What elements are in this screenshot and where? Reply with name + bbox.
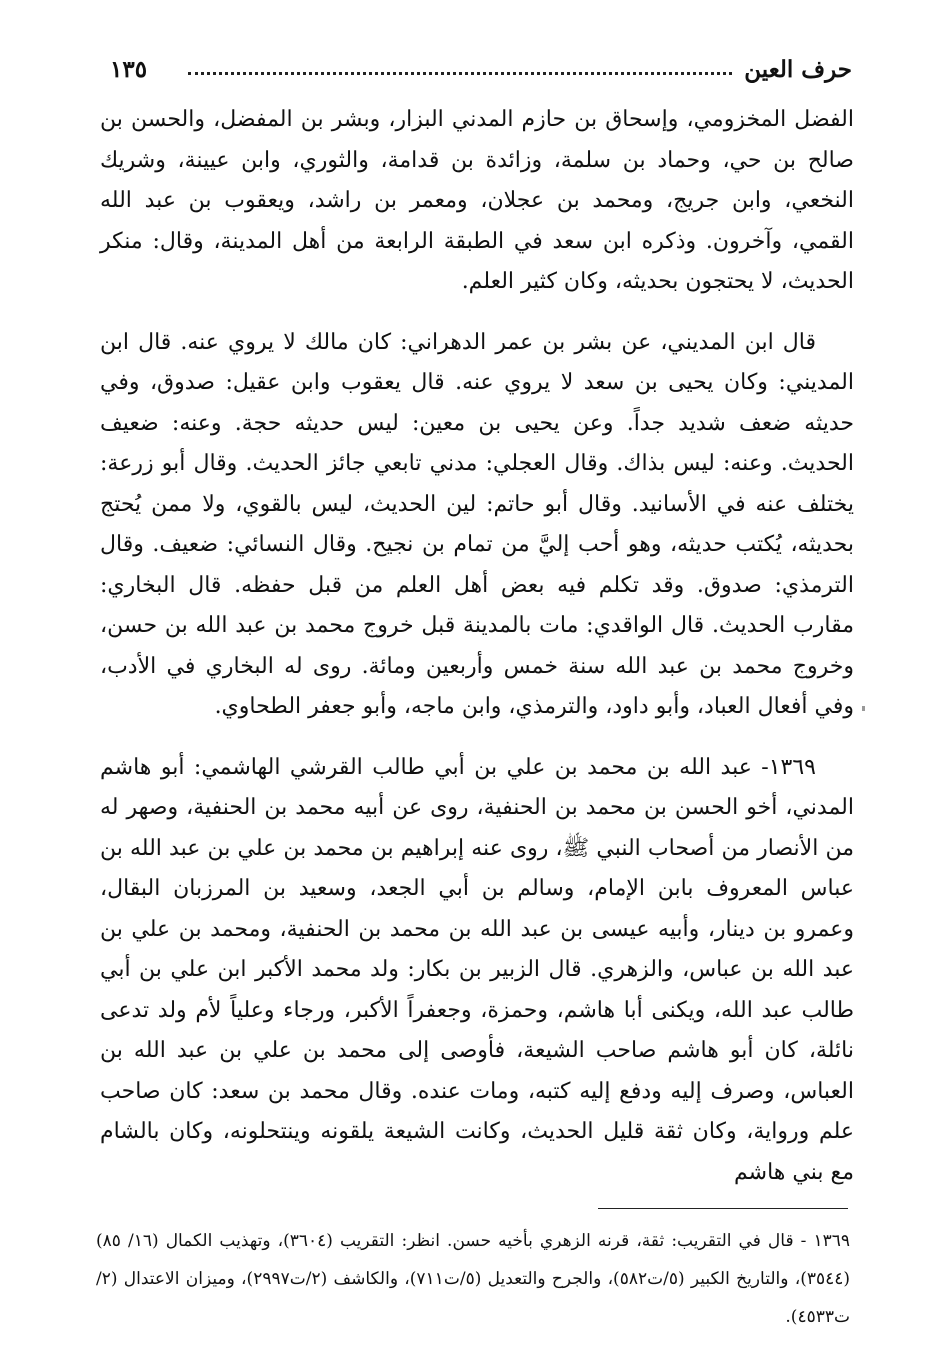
chapter-title: حرف العين: [744, 56, 852, 83]
page-number: ١٣٥: [110, 56, 148, 83]
header-dotted-leader: [188, 72, 732, 75]
scan-speck: [862, 706, 865, 711]
footnote: ١٣٦٩ - قال في التقريب: ثقة، قرنه الزهري بأخيه حسن. انظر: التقريب (٣٦٠٤)، وتهذيب الكمال (١٦/ ٨٥) (٣٥٤٤)، والتاريخ الكبير (٥/ت٥٨٢)، والجرح والتعديل (٥/ت٧١١)، والكاشف (٢/ت٢٩٩٧)، وميزان الاعتدال (٢/ت٤٥٣٣).: [96, 1231, 851, 1327]
paragraph-3-entry-1369: ١٣٦٩- عبد الله بن محمد بن علي بن أبي طالب القرشي الهاشمي: أبو هاشم المدني، أخو الحسن بن محمد بن الحنفية، روى عن أبيه محمد بن الحنفية، وصهر له من الأنصار من أصحاب النبي ﷺ، روى عنه إبراهيم بن محمد بن علي بن عبد الله بن عباس المعروف بابن الإمام، وسالم بن أبي الجعد، وسعيد بن المرزبان البقال، وعمرو بن دينار، وأبيه عيسى بن عبد الله بن محمد بن الحنفية، ومحمد بن علي بن عبد الله بن عباس، والزهري. قال الزبير بن بكار: ولد محمد الأكبر ابن علي بن أبي طالب عبد الله، ويكنى أبا هاشم، وحمزة، وجعفراً الأكبر، ورجاء وعلياً لأم ولد تدعى نائلة، كان أبو هاشم صاحب الشيعة، فأوصى إلى محمد بن علي بن عبد الله بن العباس، وصرف إليه ودفع إليه كتبه، ومات عنده. وقال محمد بن سعد: كان صاحب علم ورواية، وكان ثقة قليل الحديث، وكانت الشيعة يلقونه وينتحلونه، وكان بالشام مع بني هاشم: [100, 754, 854, 1185]
footnote-separator: [598, 1208, 848, 1209]
paragraph-2: قال ابن المديني، عن بشر بن عمر الدهراني: كان مالك لا يروي عنه. قال ابن المديني: وكان يحيى بن سعد لا يروي عنه. قال يعقوب وابن عقيل: صدوق، وفي حديثه ضعف شديد جداً. وعن يحيى بن معين: ليس حديثه حجة. وعنه: ضعيف الحديث. وعنه: ليس بذاك. وقال العجلي: مدني تابعي جائز الحديث. وقال أبو زرعة: يختلف عنه في الأسانيد. وقال أبو حاتم: لين الحديث، ليس بالقوي، ولا ممن يُحتج بحديثه، يُكتب حديثه، وهو أحب إليَّ من تمام بن نجيح. وقال النسائي: ضعيف. وقال الترمذي: صدوق. وقد تكلم فيه بعض أهل العلم من قبل حفظه. قال البخاري: مقارب الحديث. قال الواقدي: مات بالمدينة قبل خروج محمد بن عبد الله بن حسن، وخروج محمد بن عبد الله سنة خمس وأربعين ومائة. روى له البخاري في الأدب، وفي أفعال العباد، وأبو داود، والترمذي، وابن ماجه، وأبو جعفر الطحاوي.: [100, 329, 854, 719]
paragraph-1: الفضل المخزومي، وإسحاق بن حازم المدني البزار، وبشر بن المفضل، والحسن بن صالح بن حي، وحماد بن سلمة، وزائدة بن قدامة، والثوري، وابن عيينة، وشريك النخعي، وابن جريج، ومحمد بن عجلان، ومعمر بن راشد، ويعقوب بن عبد الله القمي، وآخرون. وذكره ابن سعد في الطبقة الرابعة من أهل المدينة، وقال: منكر الحديث، لا يحتجون بحديثه، وكان كثير العلم.: [100, 107, 854, 294]
main-text: [100, 100, 854, 1193]
page-header: [110, 50, 852, 90]
